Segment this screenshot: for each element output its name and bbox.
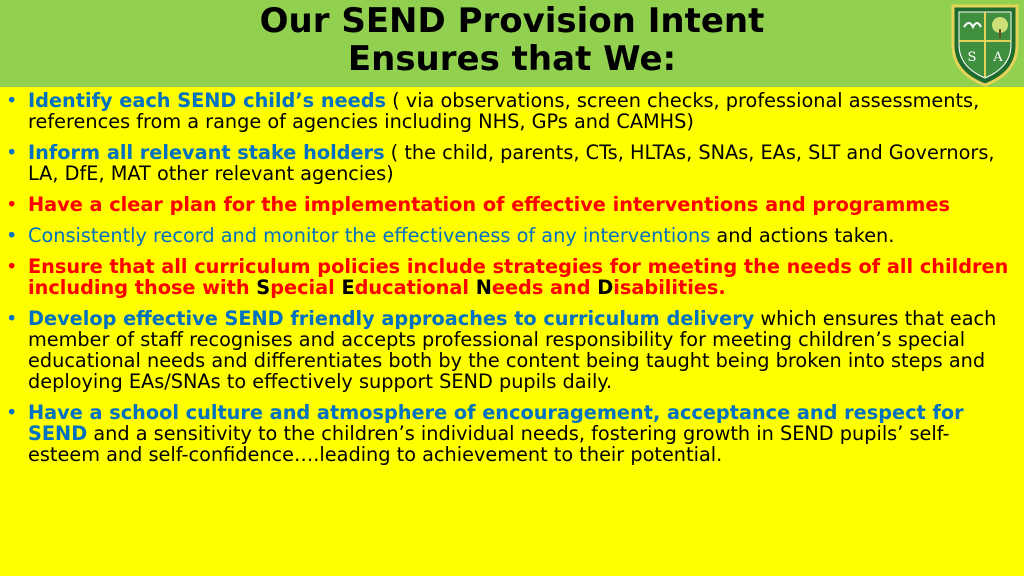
item-rest: which ensures that each member of staff recognises and accepts professional responsibility for meeting children’s special educational needs and differentiates both by the content being taught being broken into steps and deploying EAs/SNAs to effectively support SEND pupils daily. (28, 307, 997, 393)
bullet-icon: • (6, 401, 18, 424)
item-part-d: isabilities. (613, 276, 726, 299)
slide-title (0, 0, 1024, 78)
item-lead: Inform all relevant stake holders (28, 141, 385, 164)
bullet-icon: • (6, 224, 18, 247)
item-cap-d: D (597, 276, 614, 299)
crest-letter-s: S (967, 50, 977, 65)
item-rest: and actions taken. (710, 224, 895, 247)
item-lead: Ensure that all curriculum policies include strategies for meeting the needs of all children including those with (28, 255, 1009, 299)
bullet-icon: • (6, 255, 18, 278)
item-cap-e: E (341, 276, 355, 299)
item-cap-s: S (256, 276, 271, 299)
title-line-2: Ensures that We: (347, 39, 677, 79)
item-rest: ( the child, parents, CTs, HLTAs, SNAs, EAs, SLT and Governors, LA, DfE, MAT other relevant agencies) (28, 141, 995, 185)
item-part-n: eeds and (491, 276, 598, 299)
list-item (6, 308, 1020, 392)
list-item (6, 194, 1020, 215)
list-item (6, 142, 1020, 184)
item-lead: Consistently record and monitor the effectiveness of any interventions (28, 224, 711, 247)
item-part-s: pecial (270, 276, 342, 299)
item-part-e: ducational (354, 276, 476, 299)
list-item (6, 225, 1020, 246)
crest-letter-a: A (993, 50, 1003, 65)
title-line-1: Our SEND Provision Intent (259, 1, 765, 41)
list-item (6, 90, 1020, 132)
bullet-icon: • (6, 141, 18, 164)
bullet-list (6, 90, 1020, 475)
list-item (6, 402, 1020, 465)
school-crest-icon (950, 3, 1020, 87)
item-lead: Have a school culture and atmosphere of encouragement, acceptance and respect for SEND (28, 401, 964, 445)
item-lead: Develop effective SEND friendly approaches to curriculum delivery (28, 307, 755, 330)
bullet-icon: • (6, 307, 18, 330)
item-cap-n: N (475, 276, 492, 299)
item-lead: Have a clear plan for the implementation of effective interventions and programmes (28, 193, 950, 216)
bullet-icon: • (6, 193, 18, 216)
list-item (6, 256, 1020, 298)
bullet-icon: • (6, 89, 18, 112)
item-lead: Identify each SEND child’s needs (28, 89, 386, 112)
item-rest: ( via observations, screen checks, professional assessments, references from a range of agencies including NHS, GPs and CAMHS) (28, 89, 980, 133)
item-rest: and a sensitivity to the children’s individual needs, fostering growth in SEND pupils’ self-esteem and self-confidence….leading to achievement to their potential. (28, 422, 950, 466)
